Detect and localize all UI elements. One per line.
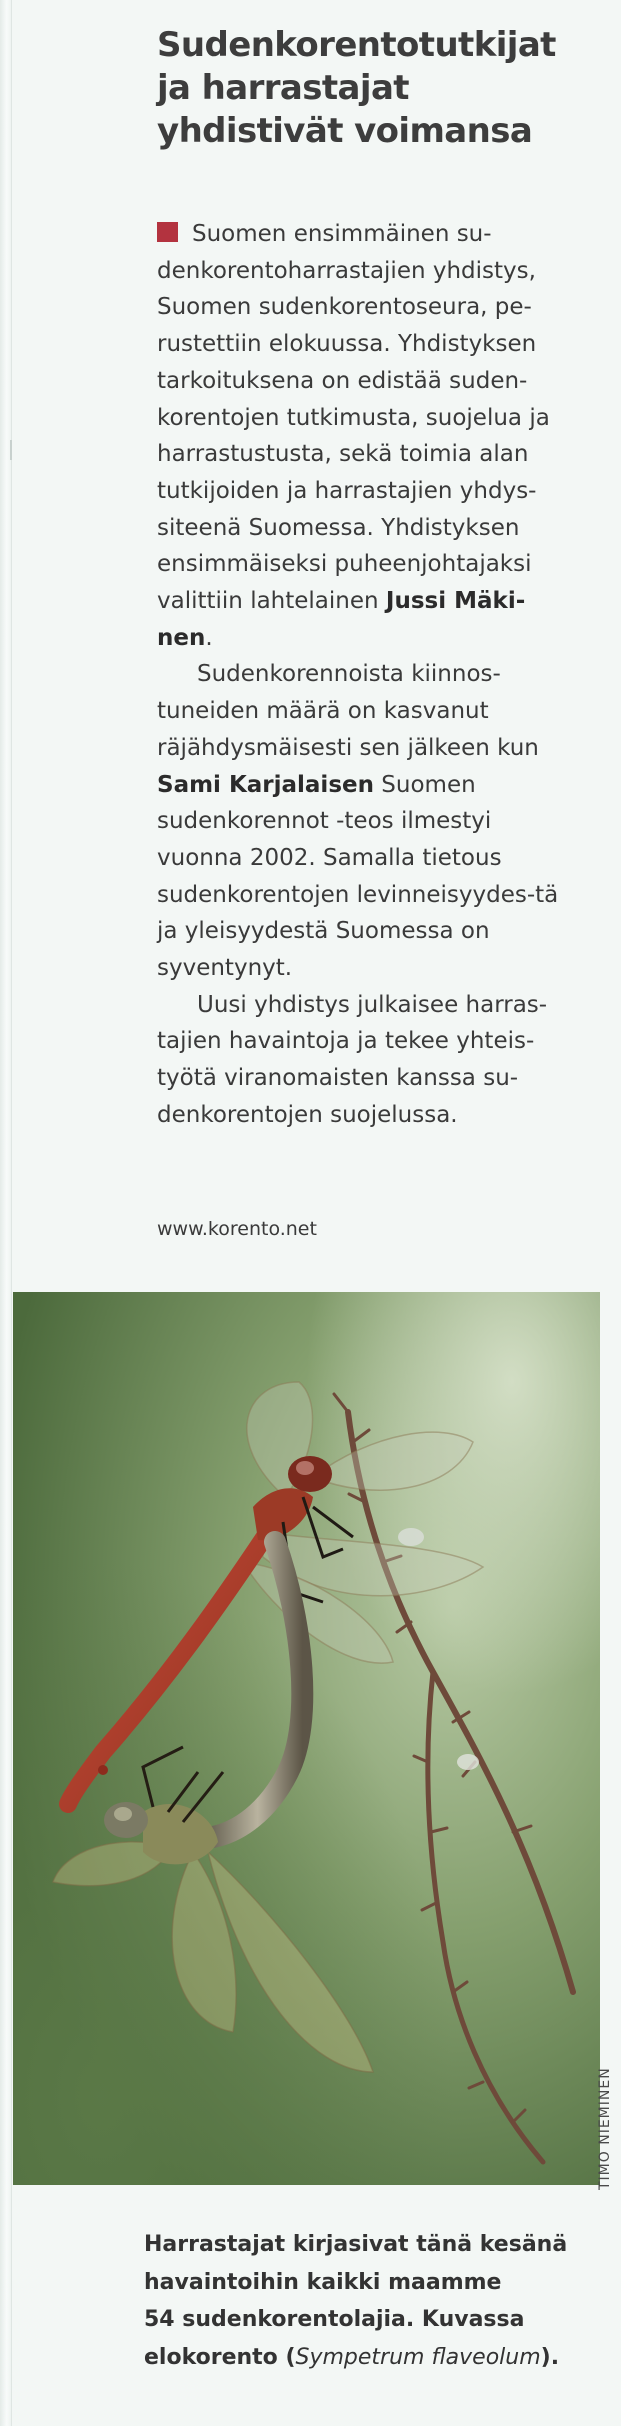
article-title [157,24,587,153]
title-line: Sudenkorentotutkijat [157,25,556,65]
lead-square-icon [157,222,178,242]
person-name: Sami Karjalaisen [157,771,374,798]
caption-suffix: ). [540,2344,560,2370]
paragraph-text: Sudenkorennoista kiinnos-tuneiden määrä on kasvanut räjähdysmäisesti sen jälkeen kun [157,661,539,761]
species-name: Sympetrum flaveolum [295,2344,541,2370]
caption-line: havaintoihin kaikki maamme [144,2269,502,2295]
person-name: Jussi Mäki-nen [157,588,526,651]
page-edge [0,0,12,2426]
bud [398,1528,424,1546]
paragraph-1 [157,216,575,656]
paragraph-text: Suomen ensimmäinen su-denkorentoharrastajien yhdistys, Suomen sudenkorentoseura, pe-rustettiin elokuussa. Yhdistyksen tarkoituksena on edistää suden-korentojen tutkimusta, suojelua ja harrastustusta, sekä toimia alan tutkijoiden ja harrastajien yhdys-siteenä Suomessa. Yhdistyksen ensimmäiseksi puheenjohtajaksi valittiin lahtelainen [157,221,550,615]
dragonfly-photo [13,1292,600,2185]
paragraph-text: . [205,624,213,651]
title-line: ja harrastajat [157,68,409,108]
paragraph-2 [157,656,575,986]
paragraph-text: Suomen sudenkorennot -teos ilmestyi vuonna 2002. Samalla tietous sudenkorentojen levinneisyydes-tä ja yleisyydestä Suomessa on syventynyt. [157,771,559,982]
caption-line: elokorento ( [144,2344,296,2370]
caption-line: 54 sudenkorentolajia. Kuvassa [144,2307,525,2332]
paragraph-text: Uusi yhdistys julkaisee harras-tajien havaintoja ja tekee yhteis-työtä viranomaisten kanssa su-denkorentojen suojelussa. [157,991,548,1128]
title-line: yhdistivät voimansa [157,111,533,151]
photo-caption [144,2226,594,2376]
paragraph-3 [157,987,575,1134]
male-tail-tip [98,1765,108,1775]
caption-line: Harrastajat kirjasivat tänä kesänä [144,2232,568,2257]
website-url: www.korento.net [157,1218,317,1240]
photo-credit: TIMO NIEMINEN [597,2067,613,2190]
article-body [157,216,575,1134]
bud [457,1754,479,1770]
page-edge-mark [10,440,12,460]
